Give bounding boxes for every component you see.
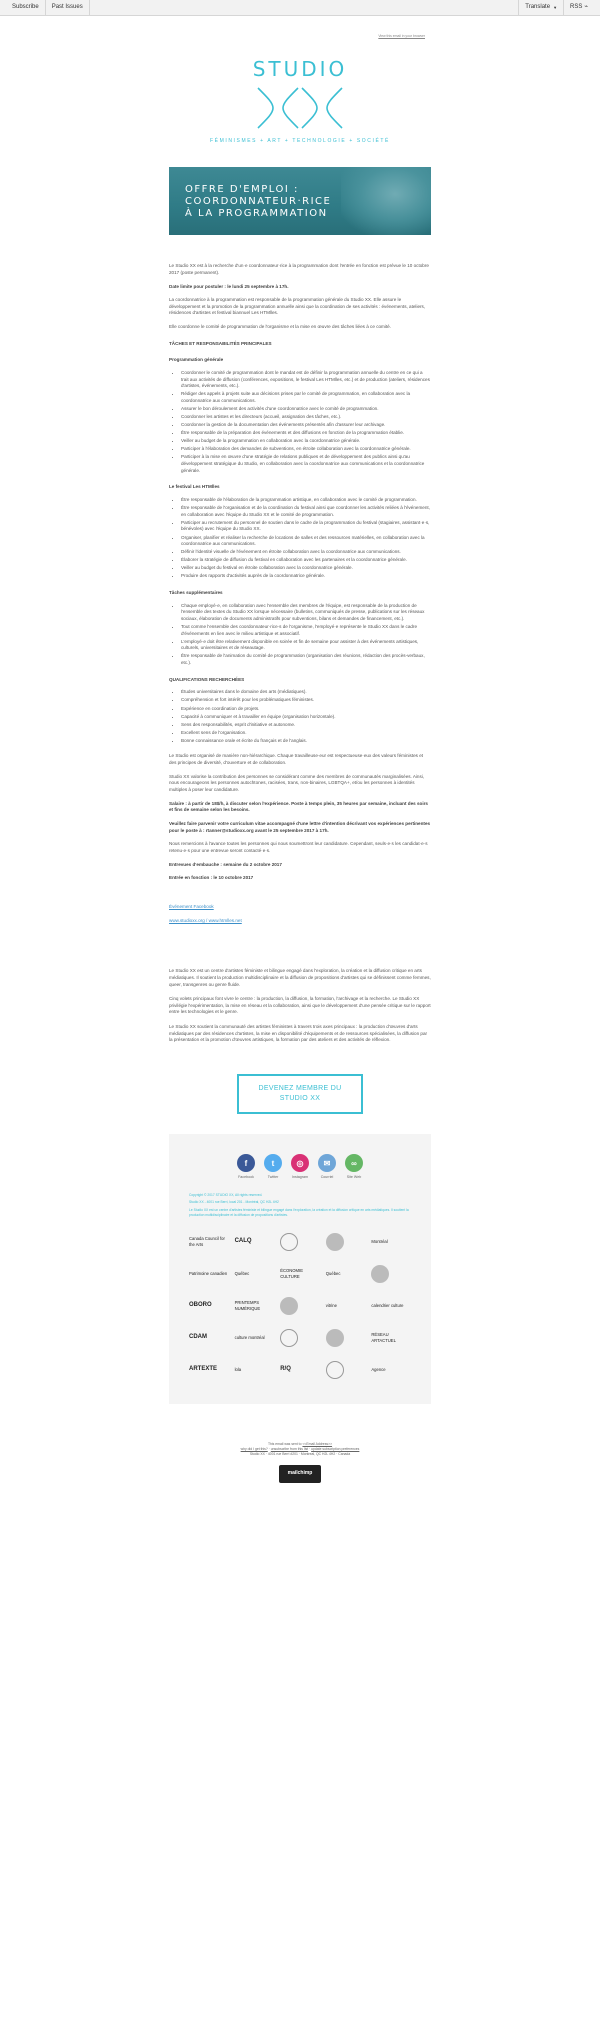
job-description xyxy=(169,263,431,924)
banner-line-3: À LA PROGRAMMATION xyxy=(185,208,328,220)
mailing-address: Studio XX · 4001 rue Berri #201 · Montreal, QC H2L 4H2 · Canada xyxy=(249,1451,351,1456)
list-item: • Participer à la mise en œuvre d'une stratégie de relations publiques et de développement des publics ainsi qu'au développement stratégique du Studio, en collaboration avec la coordonnatrice aux communications et la coordonnatrice générale. xyxy=(181,454,431,474)
sponsor-logo xyxy=(371,1358,411,1382)
sent-to-label: This email was sent to xyxy=(267,1441,302,1446)
social-label: Twitter xyxy=(267,1175,279,1180)
sponsor-logo xyxy=(235,1326,275,1350)
sponsor-mark-icon xyxy=(326,1233,344,1251)
sponsor-logo xyxy=(189,1326,229,1350)
sponsor-logo xyxy=(189,1262,229,1286)
sponsor-name: ÉCONOMIE CULTURE xyxy=(280,1267,303,1279)
sponsor-name: CDAM xyxy=(189,1334,207,1341)
list-item: • Chaque employé·e, en collaboration avec l'ensemble des membres de l'équipe, est responsable de la production de l'ensemble des textes du Studio XX lorsque nécessaire (bulletins, communiqués de presse, publications sur les réseaux sociaux, élaboration de documents administratifs pour subventions, bilans et demandes de financement, etc.). xyxy=(181,603,431,623)
view-in-browser-link[interactable]: View this email in your browser xyxy=(378,34,425,38)
deadline-text: Date limite pour postuler : le lundi 25 septembre à 17h. xyxy=(169,283,289,289)
instagram-icon: ◎ xyxy=(291,1154,309,1172)
facebook-event-line xyxy=(169,904,431,911)
sponsor-logo xyxy=(189,1294,229,1318)
qualifications-list xyxy=(169,689,431,744)
sponsor-logo xyxy=(280,1294,320,1318)
social-link-facebook[interactable] xyxy=(237,1154,255,1180)
sponsor-mark-icon xyxy=(280,1233,298,1251)
top-nav-bar xyxy=(0,0,600,16)
list-item: • Élaborer la stratégie de diffusion du festival en collaboration avec les partenaires et la coordonnatrice générale. xyxy=(181,557,431,564)
sponsor-logo xyxy=(235,1230,275,1254)
email-column xyxy=(169,34,431,1483)
sponsor-logo xyxy=(235,1262,275,1286)
translate-label: Translate xyxy=(525,4,551,11)
job-offer-banner xyxy=(169,167,431,235)
sponsor-name: lola xyxy=(234,1366,242,1372)
unsubscribe-link[interactable]: unsubscribe from this list xyxy=(270,1446,309,1451)
sponsor-logo xyxy=(189,1358,229,1382)
update-preferences-link[interactable]: update subscription preferences xyxy=(311,1446,360,1451)
email-footer xyxy=(169,1134,431,1403)
sponsor-mark-icon xyxy=(280,1329,298,1347)
sponsor-logo xyxy=(371,1262,411,1286)
sponsor-logo xyxy=(235,1294,275,1318)
about-paragraph: Cinq volets principaux font vivre le centre : la production, la diffusion, la formation, l'archivage et la recherche. Le Studio XX privilégie l'expérimentation, la mise en réseau et la collaboration, ainsi que le développement d'une pensée critique sur le rapport entre les technologies et le genre. xyxy=(169,996,431,1015)
list-item: • Veiller au budget de la programmation en collaboration avec la coordonnatrice générale. xyxy=(181,438,431,445)
diversity-paragraph: Studio XX valorise la contribution des personnes se considérant comme des membres de communautés marginalisées. Ainsi, nous encourageons les personnes autochtones, racisées, trans, non-binaires, LGBTQA+, et/ou les personnes à identités multiples à poser leur candidature. xyxy=(169,773,425,792)
list-item: • Tout comme l'ensemble des coordonnateur·rice·s de l'organisme, l'employé·e représente le Studio XX dans le cadre d'événements en lien avec le milieu artistique et associatif. xyxy=(181,624,431,637)
list-item: • Être responsable de l'organisation et de la coordination du festival ainsi que coordonner les activités reliées à l'événement, en collaboration avec l'équipe du Studio XX et le comité de programmation. xyxy=(181,505,431,518)
sponsor-name: RÉSEAU ARTACTUEL xyxy=(371,1331,396,1343)
list-item: • Veiller au budget du festival en étroite collaboration avec la coordonnatrice générale. xyxy=(181,565,431,572)
list-item: • Organiser, planifier et réaliser la recherche de locations de salles et des ressources matérielles, en collaboration avec la coordonnatrice aux communications. xyxy=(181,535,431,548)
list-item: • Participer au recrutement du personnel de soutien dans le cadre de la programmation du festival (stagiaires, assistant·e·s, bénévoles) avec l'équipe du Studio XX. xyxy=(181,520,431,533)
rss-icon: ⌁ xyxy=(584,4,588,11)
subscribe-link[interactable]: Subscribe xyxy=(6,0,46,15)
social-label: Courriel xyxy=(320,1175,334,1180)
social-link-twitter[interactable] xyxy=(264,1154,282,1180)
list-item: • Compréhension et fort intérêt pour les problématiques féministes. xyxy=(181,697,431,704)
logo-wordmark: STUDIO xyxy=(252,56,348,81)
banner-line-2: COORDONNATEUR·RICE xyxy=(185,196,332,208)
list-item: • Rédiger des appels à projets suite aux décisions prises par le comité de programmation, en collaboration avec la coordonnatrice aux communications. xyxy=(181,391,431,404)
sponsor-logo xyxy=(189,1230,229,1254)
about-paragraph: Le Studio XX est un centre d'artistes féministe et bilingue engagé dans l'exploration, la création et la diffusion critique en arts médiatiques. Il soutient la production multidisciplinaire et la diffusion de propositions d'artistes qui se définissent comme femmes, queer, transgenres ou genre fluide. xyxy=(169,968,431,987)
sponsor-name: culture montréal xyxy=(234,1334,265,1340)
subheading-supplementaires: Tâches supplémentaires xyxy=(169,590,223,596)
list-item: • Sens des responsabilités, esprit d'initiative et autonome. xyxy=(181,722,431,729)
sponsor-logo xyxy=(280,1230,320,1254)
sponsor-logo xyxy=(371,1294,411,1318)
list-item: • Définir l'identité visuelle de l'événement en étroite collaboration avec la coordonnatrice aux communications. xyxy=(181,549,431,556)
interviews-paragraph xyxy=(169,862,431,869)
address-line: Studio XX - 4001 rue Berri, local 201 - Montréal, QC H2L 4H2 xyxy=(189,1200,279,1205)
salary-text: Salaire : à partir de 18$/h, à discuter selon l'expérience. Poste à temps plein, 35 heures par semaine, incluant des soirs et fins de semaine selon les besoins. xyxy=(169,800,428,813)
list-item: • Participer à l'élaboration des demandes de subventions, en étroite collaboration avec la coordonnatrice générale. xyxy=(181,446,431,453)
sponsor-logo xyxy=(326,1326,366,1350)
start-date-text: Entrée en fonction : le 10 octobre 2017 xyxy=(169,875,254,881)
caret-down-icon: ▼ xyxy=(553,4,558,10)
sponsor-name: CALQ xyxy=(234,1238,252,1245)
sponsor-logo xyxy=(326,1358,366,1382)
sponsor-logos xyxy=(189,1230,411,1382)
logo-xx-icon xyxy=(254,84,346,132)
list-item: • Études universitaires dans le domaine des arts (médiatiques). xyxy=(181,689,431,696)
supplementaires-list xyxy=(169,603,431,667)
preferences-line: why did I get this? · unsubscribe from this list · update subscription preferences xyxy=(240,1446,360,1451)
copyright-line: Copyright © 2017 STUDIO XX, All rights reserved. xyxy=(189,1192,263,1197)
about-paragraph: Le Studio XX soutient la communauté des artistes féministes à travers trois axes principaux : la production d'œuvres d'arts médiatiques par des résidences d'artistes, la mise en disponibilité d'équipements et de ressources spécialisées, la diffusion par la présentation et la promotion d'œuvres artistiques, la formation par des ateliers et des activités de réflexion. xyxy=(169,1024,428,1043)
list-item: • L'employé·e doit être relativement disponible en soirée et fin de semaine pour assister à des événements artistiques, culturels, universitaires et de réseautage. xyxy=(181,639,431,652)
sponsor-logo xyxy=(326,1262,366,1286)
become-member-button[interactable]: DEVENEZ MEMBRE DU STUDIO XX xyxy=(237,1074,363,1114)
list-item: • Capacité à communiquer et à travailler en équipe (organisation horizontale). xyxy=(181,714,431,721)
list-item: • Être responsable de la préparation des événements et des diffusions en fonction de la programmation établie. xyxy=(181,430,431,437)
sponsor-name: ARTEXTE xyxy=(189,1366,218,1373)
mailchimp-badge[interactable]: mailchimp xyxy=(279,1465,322,1482)
application-text: Veuillez faire parvenir votre curriculum vitae accompagné d'une lettre d'intention décrivant vos expériences pertinentes pour le poste à : rtanner@studioxx.org avant le 25 septembre 2017 à 17h. xyxy=(169,820,431,833)
sponsor-mark-icon xyxy=(326,1361,344,1379)
sponsor-logo xyxy=(371,1230,411,1254)
list-item: • Excellent sens de l'organisation. xyxy=(181,730,431,737)
facebook-event-link[interactable]: Événement Facebook xyxy=(169,903,214,909)
interviews-text: Entrevues d'embauche : semaine du 2 octobre 2017 xyxy=(169,861,282,867)
social-link-site-web[interactable] xyxy=(345,1154,363,1180)
intro-paragraph: Le Studio XX est à la recherche d'un·e coordonnateur·rice à la programmation dont l'entrée en fonction est prévue le 10 octobre 2017 (poste permanent). xyxy=(169,263,429,275)
sponsor-name: R/Q xyxy=(280,1366,291,1373)
website-link[interactable]: www.studioxx.org / www.htmlles.net xyxy=(169,917,242,923)
role-paragraph: La coordonnatrice à la programmation est responsable de la programmation générale du Studio XX. Elle assure le développement et la promotion de la programmation annuelle ainsi que la coordination de ses activités : événements, ateliers, résidences d'artistes et festival biannuel Les HTMlles. xyxy=(169,297,426,316)
sponsor-name: calendrier culture xyxy=(371,1302,404,1308)
website-icon: ∞ xyxy=(345,1154,363,1172)
sponsor-mark-icon xyxy=(326,1329,344,1347)
list-item: • Expérience en coordination de projets. xyxy=(181,706,431,713)
sponsor-name: Agence xyxy=(371,1366,386,1372)
cta-wrapper xyxy=(169,1074,431,1114)
sponsor-name: Québec xyxy=(234,1270,250,1276)
past-issues-link[interactable]: Past Issues xyxy=(46,0,90,15)
deadline-paragraph xyxy=(169,284,431,291)
sponsor-name: Patrimoine canadien xyxy=(189,1270,228,1276)
list-item: • Coordonner le comité de programmation dont le mandat est de définir la programmation annuelle du centre en ce qui a trait aux activités de diffusion (conférences, expositions, le festival Les HTMlles, etc.) et de production (ateliers, résidences d'artistes, événements, etc.). xyxy=(181,370,431,390)
list-item: • Produire des rapports d'activités auprès de la coordonnatrice générale. xyxy=(181,573,431,580)
sponsor-name: vitrine xyxy=(325,1302,337,1308)
sponsor-logo xyxy=(235,1358,275,1382)
social-link-courriel[interactable] xyxy=(318,1154,336,1180)
social-label: Facebook xyxy=(238,1175,254,1180)
sponsor-logo xyxy=(280,1326,320,1350)
festival-list xyxy=(169,497,431,580)
list-item: • Être responsable de l'animation du comité de programmation (organisation des réunions, rédaction des procès-verbaux, etc.). xyxy=(181,653,431,666)
salary-paragraph xyxy=(169,801,431,814)
sponsor-mark-icon xyxy=(371,1265,389,1283)
banner-line-1: OFFRE D'EMPLOI : xyxy=(185,184,299,196)
programmation-list xyxy=(169,370,431,474)
sponsor-logo xyxy=(280,1262,320,1286)
rss-link[interactable] xyxy=(563,0,594,15)
list-item: • Coordonner les artistes et les directeurs (accueil, assignation des tâches, etc.). xyxy=(181,414,431,421)
social-link-instagram[interactable] xyxy=(291,1154,309,1180)
facebook-icon: f xyxy=(237,1154,255,1172)
email-bottom xyxy=(169,1442,431,1483)
banner-title xyxy=(185,184,331,220)
email-address-link[interactable]: <<Email Address>> xyxy=(302,1441,333,1446)
studio-xx-logo[interactable] xyxy=(169,55,431,145)
sponsor-name: PRINTEMPS NUMÉRIQUE xyxy=(234,1299,261,1311)
about-studio-xx xyxy=(169,968,431,1044)
subheading-festival: Le festival Les HTMlles xyxy=(169,484,220,490)
sponsor-mark-icon xyxy=(280,1297,298,1315)
website-line xyxy=(169,918,431,925)
sponsor-name: Canada Council for the Arts xyxy=(189,1235,225,1247)
why-link[interactable]: why did I get this? xyxy=(240,1446,268,1451)
sponsor-name: OBORO xyxy=(189,1302,212,1309)
legal-text xyxy=(189,1193,411,1218)
organization-paragraph: Le Studio est organisé de manière non-hiérarchique. Chaque travailleuse·eur est respectueuse·eux des valeurs féministes et des principes de diversité, d'ouverture et de collaboration. xyxy=(169,753,424,765)
sponsor-logo xyxy=(326,1230,366,1254)
sponsor-logo xyxy=(280,1358,320,1382)
list-item: • Assurer le bon déroulement des activités d'une coordonnatrice avec le comité de programmation. xyxy=(181,406,431,413)
application-paragraph xyxy=(169,821,431,834)
about-blurb: Le Studio XX est un centre d'artistes féministe et bilingue engagé dans l'exploration, la création et la diffusion critique en arts médiatiques. Il soutient la production multidisciplinaire et la diffusion de propositions d'artistes. xyxy=(189,1208,409,1217)
subheading-programmation: Programmation générale xyxy=(169,357,224,363)
list-item: • Bonne connaissance orale et écrite du français et de l'anglais. xyxy=(181,738,431,745)
logo-tagline: FÉMINISMES + ART + TECHNOLOGIE + SOCIÉTÉ xyxy=(209,137,390,144)
thanks-paragraph: Nous remercions à l'avance toutes les personnes qui nous soumettront leur candidature. Cependant, seuls·e·s les candidat·e·s retenu·e·s pour une entrevue seront contacté·e·s. xyxy=(169,841,428,853)
sponsor-name: Montréal xyxy=(371,1238,388,1244)
rss-label: RSS xyxy=(570,4,583,11)
sponsor-logo xyxy=(371,1326,411,1350)
sponsor-logo xyxy=(326,1294,366,1318)
section-heading-qualifications: QUALIFICATIONS RECHERCHÉES xyxy=(169,676,245,682)
committee-paragraph: Elle coordonne le comité de programmation de l'organisme et la mise en œuvre des tâches liées à ce comité. xyxy=(169,324,391,330)
list-item: • Être responsable de l'élaboration de la programmation artistique, en collaboration avec le comité de programmation. xyxy=(181,497,431,504)
social-label: Instagram xyxy=(292,1175,308,1180)
section-heading-taches: TÂCHES ET RESPONSABILITÉS PRINCIPALES xyxy=(169,340,272,346)
list-item: • Coordonner la gestion de la documentation des événements présentés afin d'assurer leur archivage. xyxy=(181,422,431,429)
sponsor-name: Québec xyxy=(325,1270,341,1276)
social-label: Site Web xyxy=(346,1175,362,1180)
start-date-paragraph xyxy=(169,875,431,882)
social-links xyxy=(189,1154,411,1180)
email-icon: ✉ xyxy=(318,1154,336,1172)
translate-dropdown[interactable] xyxy=(518,0,563,15)
banner-photo xyxy=(341,167,431,235)
twitter-icon: t xyxy=(264,1154,282,1172)
